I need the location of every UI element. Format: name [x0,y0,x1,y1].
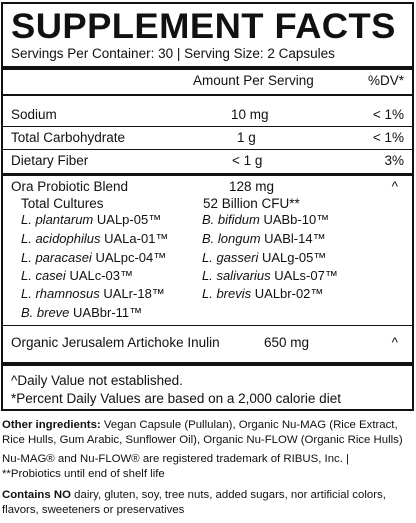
supplement-facts-panel [1,2,414,411]
strain-item: L. paracasei UALpc-04™ [21,250,167,265]
strain-item: B. bifidum UABb-10™ [202,212,330,227]
divider-section [3,173,412,176]
header-dv: %DV* [367,73,404,88]
divider-thick [3,66,412,70]
divider-row [3,325,412,326]
nutrient-amount: < 1 g [232,153,263,168]
contains-text: Contains NO dairy, gluten, soy, tree nuts, added sugars, nor artificial colors, flavors, sweeteners or preservatives [2,489,386,516]
header-amount: Amount Per Serving [193,73,314,88]
nutrient-amount: 1 g [237,130,256,145]
nutrient-dv: < 1% [372,130,404,145]
divider-header [3,94,412,96]
strain-item: L. salivarius UALs-07™ [202,268,338,283]
nutrient-dv: < 1% [372,107,404,122]
panel-title: SUPPLEMENT FACTS [11,7,396,46]
footnote-dv: ^Daily Value not established. [11,373,183,388]
strain-item: L. brevis UALbr-02™ [202,286,324,301]
divider-thick [3,362,412,366]
footnote-percent: *Percent Daily Values are based on a 2,000 calorie diet [11,391,341,406]
cultures-label: Total Cultures [21,196,104,211]
inulin-name: Organic Jerusalem Artichoke Inulin [11,335,220,350]
nutrient-name: Dietary Fiber [11,153,89,168]
cultures-amount: 52 Billion CFU** [203,196,300,211]
blend-dv: ^ [391,179,398,194]
nutrient-name: Total Carbohydrate [11,130,126,145]
ingredients-text: Other ingredients: Vegan Capsule (Pullulan), Organic Nu-MAG (Rice Extract, Rice Hulls, Gum Arabic, Sunflower Oil), Organic Nu-FLOW (Organic Rice Hulls) [2,419,403,446]
strain-item: L. casei UALc-03™ [21,268,134,283]
strain-item: L. plantarum UALp-05™ [21,212,162,227]
nutrient-amount: 10 mg [231,107,269,122]
strain-item: B. longum UABl-14™ [202,231,326,246]
nutrient-dv: 3% [384,153,404,168]
serving-info: Servings Per Container: 30 | Serving Size: 2 Capsules [11,46,335,61]
inulin-amount: 650 mg [264,335,310,350]
strain-item: L. gasseri UALg-05™ [202,250,327,265]
blend-name: Ora Probiotic Blend [11,179,129,194]
other-ingredients-section [2,418,414,522]
divider-row [3,149,412,150]
trademark-text: Nu-MAG® and Nu-FLOW® are registered trademark of RIBUS, Inc. | **Probiotics until end of shelf life [2,453,350,480]
strain-item: L. rhamnosus UALr-18™ [21,286,165,301]
inulin-dv: ^ [391,335,398,350]
divider-row [3,126,412,127]
nutrient-name: Sodium [11,107,57,122]
strain-item: B. breve UABbr-11™ [21,305,143,320]
strain-item: L. acidophilus UALa-01™ [21,231,169,246]
blend-amount: 128 mg [229,179,275,194]
